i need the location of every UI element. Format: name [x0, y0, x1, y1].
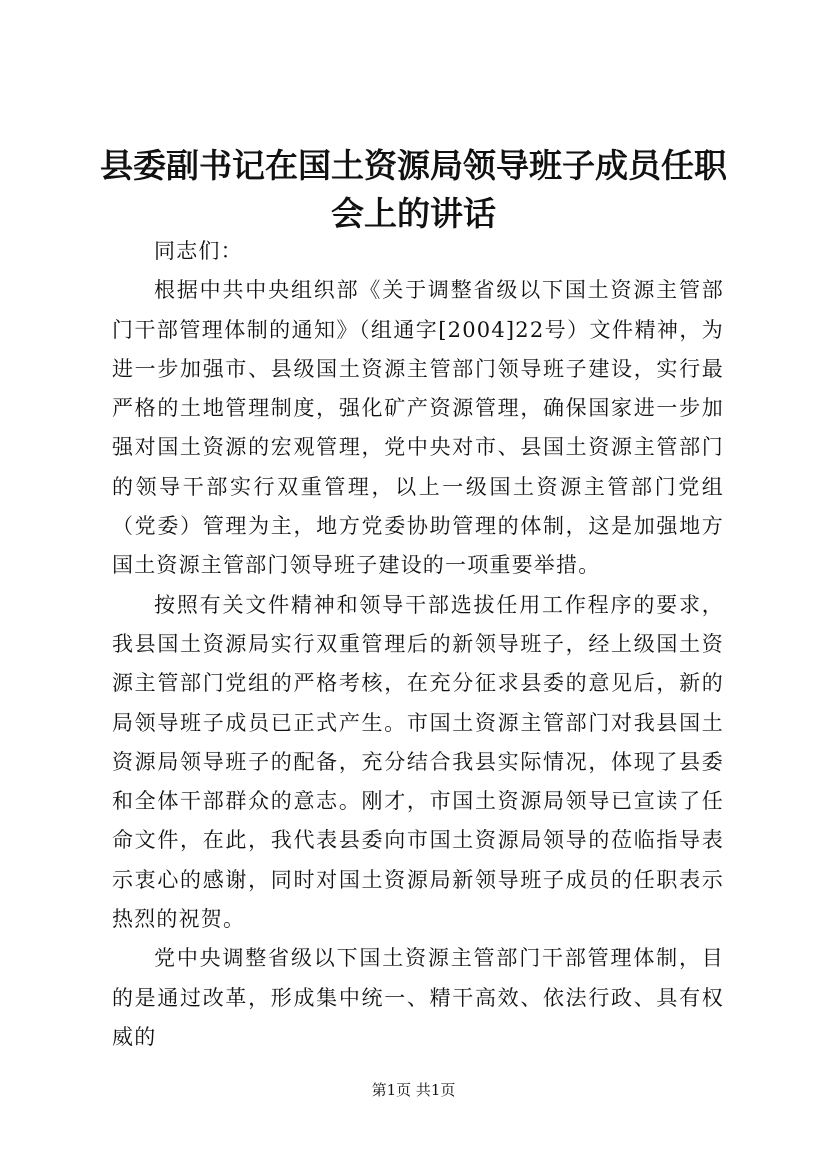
document-body: [112, 232, 724, 1057]
body-paragraph-2: 按照有关文件精神和领导干部选拔任用工作程序的要求，我县国土资源局实行双重管理后的新领导班子，经上级国土资源主管部门党组的严格考核，在充分征求县委的意见后，新的局领导班子成员已正式产生。市国土资源主管部门对我县国土资源局领导班子的配备，充分结合我县实际情况，体现了县委和全体干部群众的意志。刚才，市国土资源局领导已宣读了任命文件，在此，我代表县委向市国土资源局领导的莅临指导表示衷心的感谢，同时对国土资源局新领导班子成员的任职表示热烈的祝贺。: [112, 592, 724, 932]
document-title: 县委副书记在国土资源局领导班子成员任职会上的讲话: [100, 146, 727, 233]
body-paragraph-1: 根据中共中央组织部《关于调整省级以下国土资源主管部门干部管理体制的通知》（组通字[2004]22号）文件精神，为进一步加强市、县级国土资源主管部门领导班子建设，实行最严格的土地管理制度，强化矿产资源管理，确保国家进一步加强对国土资源的宏观管理，党中央对市、县国土资源主管部门的领导干部实行双重管理，以上一级国土资源主管部门党组（党委）管理为主，地方党委协助管理的体制，这是加强地方国土资源主管部门领导班子建设的一项重要举措。: [112, 278, 724, 578]
body-paragraph-3: 党中央调整省级以下国土资源主管部门干部管理体制，目的是通过改革，形成集中统一、精干高效、依法行政、具有权威的: [112, 946, 724, 1049]
salutation-paragraph: 同志们：: [154, 239, 243, 263]
page-number-footer: 第1页 共1页: [371, 1081, 456, 1099]
